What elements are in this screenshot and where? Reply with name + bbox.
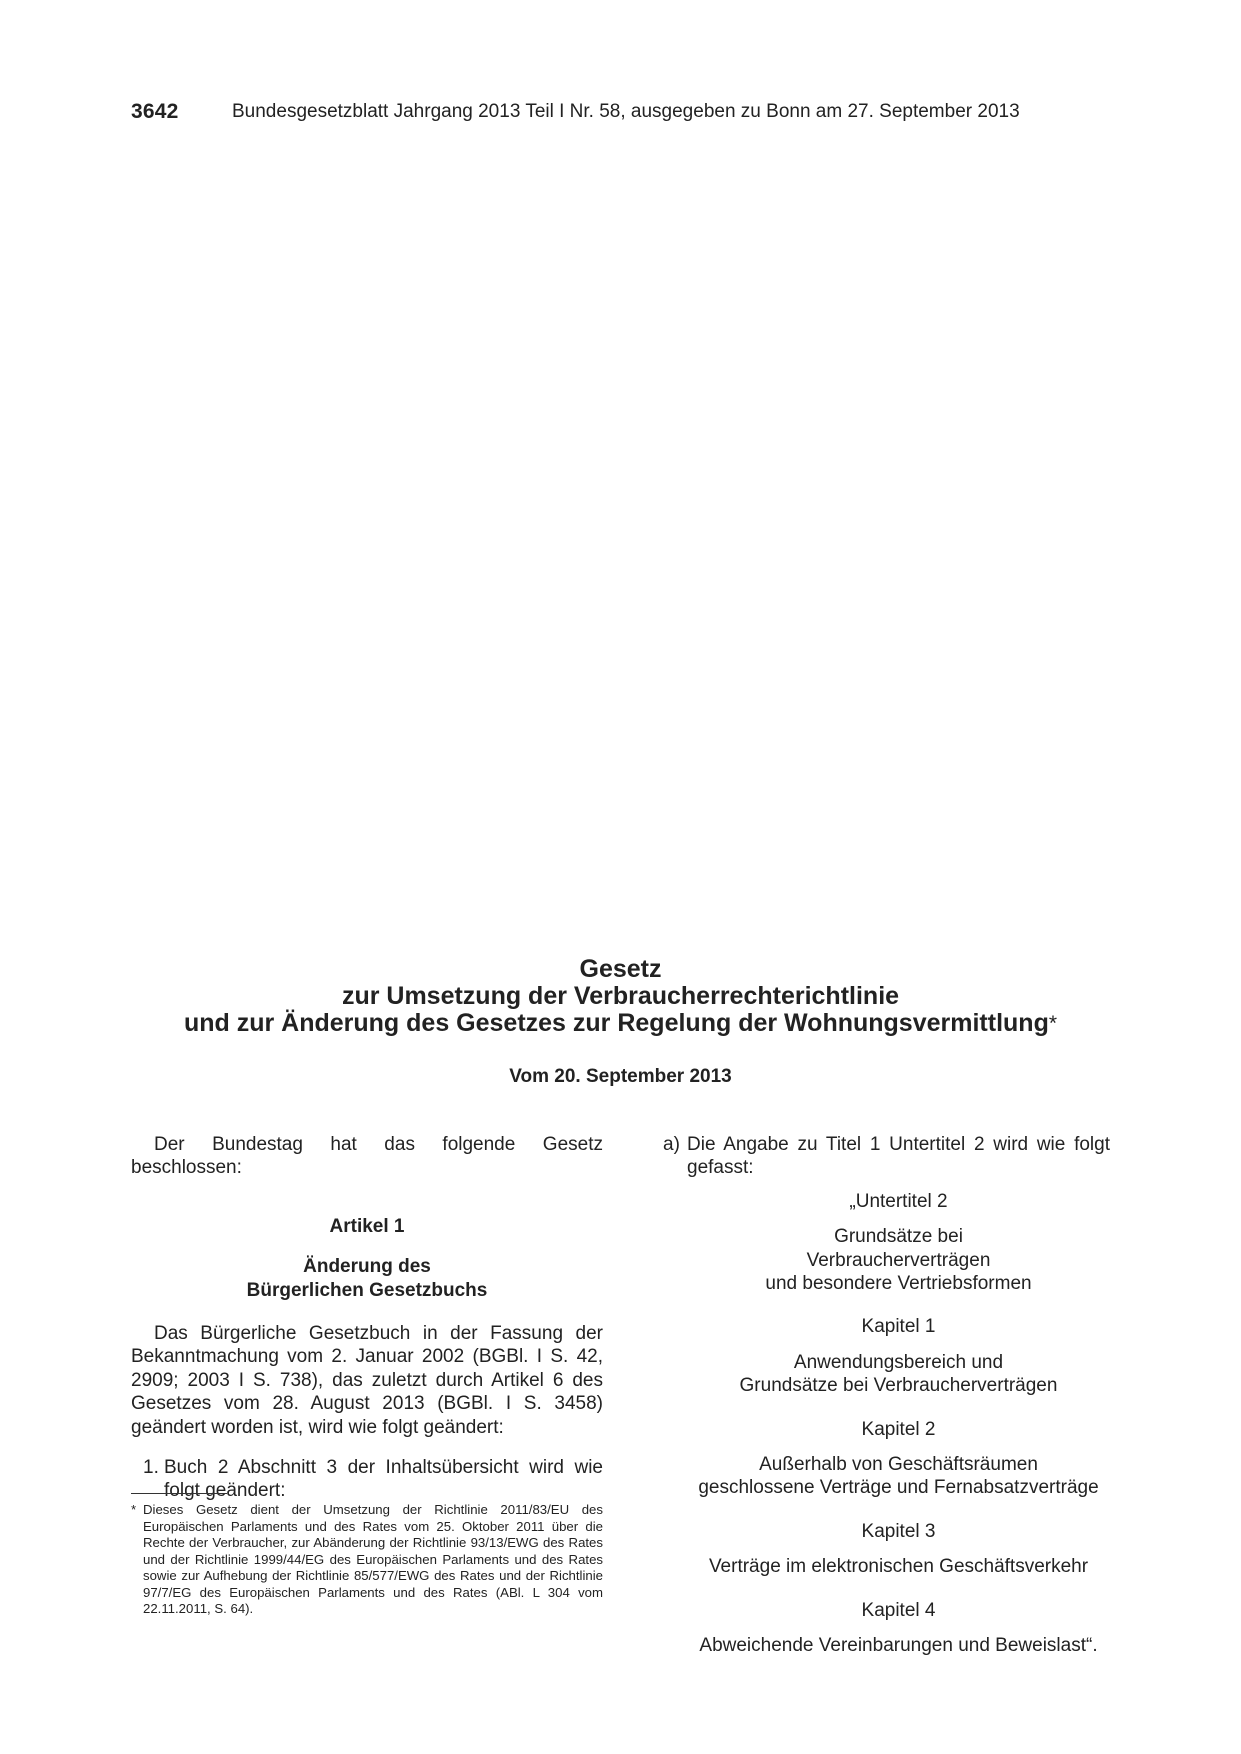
title-line-2: zur Umsetzung der Verbraucherrechterichtlinie (341, 982, 900, 1010)
untertitel-line-2: Verbraucherverträgen (806, 1249, 991, 1271)
untertitel-heading (663, 1225, 1110, 1295)
sub-item-marker: a) (663, 1134, 680, 1155)
title-line-1: Gesetz (579, 955, 662, 983)
article-subheading (131, 1255, 603, 1302)
footnote-divider (131, 1493, 227, 1494)
kapitel-1-label: Kapitel 1 (861, 1316, 936, 1338)
list-item-text: Buch 2 Abschnitt 3 der Inhaltsübersicht wird wie folgt geändert: (164, 1457, 603, 1502)
untertitel-label: „Untertitel 2 (849, 1190, 948, 1212)
kapitel-2-label: Kapitel 2 (861, 1418, 936, 1440)
right-column (663, 1133, 1110, 1658)
kapitel-2-line-2: geschlossene Verträge und Fernabsatzverträge (698, 1477, 1099, 1499)
article-paragraph: Das Bürgerliche Gesetzbuch in der Fassung der Bekanntmachung vom 2. Januar 2002 (BGBl. I S. 42, 2909; 2003 I S. 738), das zuletzt durch Artikel 6 des Gesetzes vom 28. August 2013 (BGBl. I S. 3458) geändert worden ist, wird wie folgt geändert: (131, 1323, 603, 1438)
article-heading: Artikel 1 (329, 1215, 405, 1237)
kapitel-4-heading: Abweichende Vereinbarungen und Beweislast“. (699, 1635, 1098, 1657)
date-line: Vom 20. September 2013 (509, 1066, 732, 1087)
title-footnote-mark: * (1048, 1012, 1058, 1035)
list-item (131, 1456, 603, 1503)
sub-item-a (663, 1133, 1110, 1180)
footnote (131, 1502, 603, 1618)
footnote-mark: * (131, 1502, 137, 1517)
kapitel-2-heading (663, 1453, 1110, 1500)
title-line-3-text: und zur Änderung des Gesetzes zur Regelung der Wohnungsvermittlung (183, 1009, 1049, 1037)
kapitel-1-line-2: Grundsätze bei Verbraucherverträgen (739, 1375, 1058, 1397)
kapitel-4-label: Kapitel 4 (861, 1599, 936, 1621)
left-column (131, 1133, 603, 1503)
article-subheading-line-1: Änderung des (303, 1256, 431, 1278)
page-number: 3642 (131, 100, 179, 123)
kapitel-3-heading: Verträge im elektronischen Geschäftsverkehr (708, 1556, 1089, 1578)
title-line-3 (130, 1010, 1111, 1037)
untertitel-line-1: Grundsätze bei (834, 1226, 963, 1248)
sub-item-text: Die Angabe zu Titel 1 Untertitel 2 wird wie folgt gefasst: (687, 1134, 1110, 1179)
running-header: Bundesgesetzblatt Jahrgang 2013 Teil I Nr. 58, ausgegeben zu Bonn am 27. September 2013 (232, 101, 1020, 122)
list-item-marker: 1. (143, 1457, 159, 1479)
kapitel-1-heading (663, 1351, 1110, 1398)
footnote-text: Dieses Gesetz dient der Umsetzung der Richtlinie 2011/83/EU des Europäischen Parlaments und des Rates vom 25. Oktober 2011 über die Rechte der Verbraucher, zur Abänderung der Richtlinie 93/13/EWG des Rates und der Richtlinie 1999/44/EG des Europäischen Parlaments und des Rates sowie zur Aufhebung der Richtlinie 85/577/EWG des Rates und der Richtlinie 97/7/EG des Europäischen Parlaments und des Rates (ABl. L 304 vom 22.11.2011, S. 64). (143, 1502, 603, 1616)
kapitel-2-line-1: Außerhalb von Geschäftsräumen (759, 1454, 1038, 1476)
law-title (130, 956, 1111, 1037)
article-subheading-line-2: Bürgerlichen Gesetzbuchs (246, 1279, 488, 1301)
kapitel-1-line-1: Anwendungsbereich und (793, 1351, 1004, 1373)
kapitel-3-label: Kapitel 3 (861, 1520, 936, 1542)
untertitel-line-3: und besondere Vertriebsformen (765, 1273, 1032, 1295)
preamble: Der Bundestag hat das folgende Gesetz beschlossen: (131, 1134, 603, 1179)
